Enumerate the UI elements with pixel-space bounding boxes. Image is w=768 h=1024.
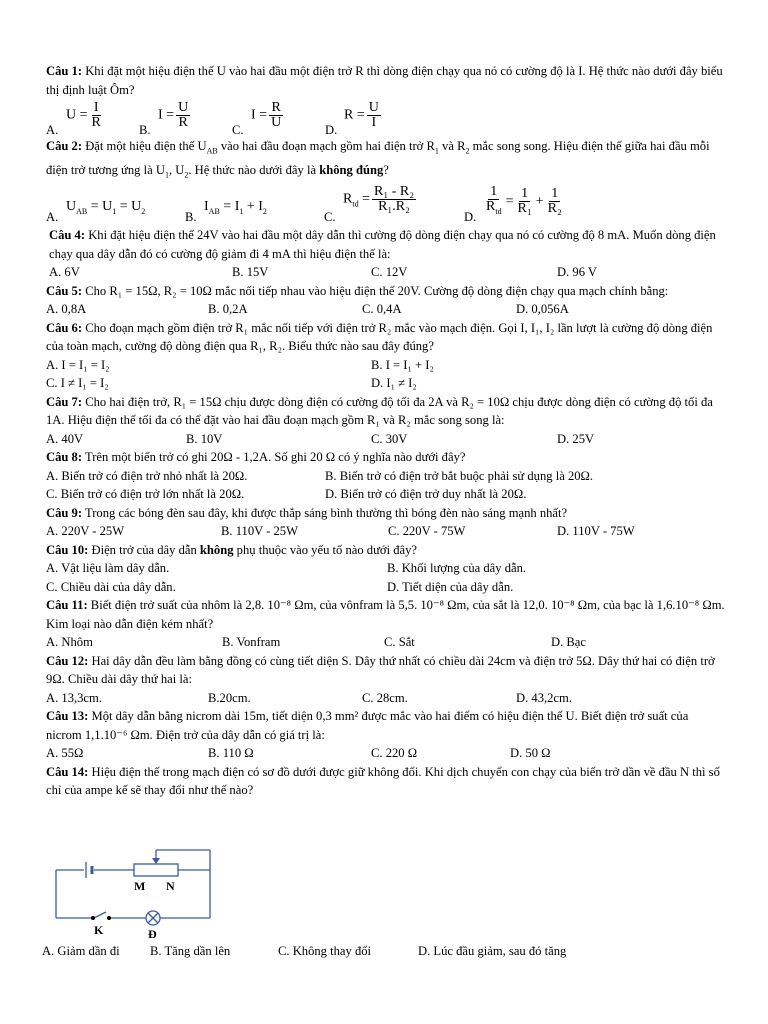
question-2: Câu 2: Đặt một hiệu điện thế $U_{AB}$ vào hai đầu đoạn mạch gồm hai điện trở $R_1$ và $R_2$ mắc song song. Hiệu điện thế giữa hai đầu mỗi điện trở tương ứng là $U_1$, $U_2$. Hệ thức nào dưới đây là không đúng? xyxy=(46,139,710,180)
question-number: Câu 5: xyxy=(46,283,83,298)
option-d: D. 96 V xyxy=(557,265,598,280)
question-10-options-row-1 xyxy=(46,559,726,578)
question-4 xyxy=(46,226,726,263)
question-11 xyxy=(46,596,726,633)
option-d-letter: D. xyxy=(464,210,477,225)
question-13 xyxy=(46,707,726,744)
switch-contact-right xyxy=(107,916,111,920)
question-4-options xyxy=(46,263,726,282)
option-d: D. Bạc xyxy=(551,635,586,650)
option-b: B. Vonfram xyxy=(222,635,281,650)
question-12 xyxy=(46,652,726,689)
question-14 xyxy=(46,763,726,800)
circuit-diagram xyxy=(52,846,222,938)
option-d: D. 25V xyxy=(557,431,595,446)
option-c: C. 220 Ω xyxy=(371,746,418,761)
label-k: K xyxy=(94,923,104,937)
question-11-options xyxy=(46,633,726,652)
option-a: A. 6V xyxy=(49,265,80,280)
option-c: C. Biến trở có điện trở lớn nhất là 20Ω. xyxy=(46,487,245,502)
option-b: B. Tăng dần lên xyxy=(150,944,231,958)
option-c: C. 30V xyxy=(371,431,408,446)
question-text: Biết điện trở suất của nhôm là 2,8. 10⁻⁸ Ωm, của vônfram là 5,5. 10⁻⁸ Ωm, của sắt là 12,0. 10⁻⁸ Ωm, của bạc là 1,6.10⁻⁸ Ωm. Kim loại nào dẫn điện kém nhất? xyxy=(46,598,725,631)
question-text: Trên một biến trở có ghi 20Ω - 1,2A. Số ghi 20 Ω có ý nghĩa nào dưới đây? xyxy=(82,450,466,465)
option-d-formula: $\frac{1}{R_{td}}$ = $\frac{1}{\text{R₁}}$ + $\frac{1}{\text{R₂}}$ xyxy=(486,184,562,217)
question-text: Hiệu điện thế trong mạch điện có sơ đồ dưới được giữ không đổi. Khi dịch chuyển con chạy của biến trở dần về đầu N thì số chỉ của ampe kế sẽ thay đổi như thế nào? xyxy=(46,764,720,798)
option-a: A. Vật liệu làm dây dẫn. xyxy=(46,561,170,576)
option-a-letter: A. xyxy=(46,123,59,137)
question-text: Hai dây dẫn đều làm bằng đồng có cùng tiết diện S. Dây thứ nhất có chiều dài 24cm và điện trở 5Ω. Dây thứ hai có điện trở 9Ω. Chiều dài dây thứ hai là: xyxy=(46,653,715,687)
option-c: C. Sắt xyxy=(384,635,415,650)
question-2-options xyxy=(46,185,726,225)
option-b-letter: B. xyxy=(185,210,197,225)
option-c: C. Không thay đổi xyxy=(278,944,372,958)
question-number: Câu 6: xyxy=(46,320,83,335)
label-m: M xyxy=(134,879,146,893)
question-number: Câu 10: xyxy=(46,542,89,557)
option-a: A. I = I₁ = I₂ xyxy=(46,357,110,372)
option-c: C. Chiều dài của dây dẫn. xyxy=(46,579,176,594)
question-12-options xyxy=(46,689,726,708)
option-a: A. 55Ω xyxy=(46,746,84,761)
option-b: B. 10V xyxy=(186,431,223,446)
option-a: A. 0,8A xyxy=(46,302,87,317)
question-9 xyxy=(46,504,726,523)
option-a: A. 220V - 25W xyxy=(46,524,125,539)
label-n: N xyxy=(166,879,175,893)
option-c-letter: C. xyxy=(324,210,336,225)
option-a: A. Giảm dần đi xyxy=(42,944,120,958)
question-6-options-row-1 xyxy=(46,356,726,375)
question-10: Câu 10: Điện trở của dây dẫn không phụ thuộc vào yếu tố nào dưới đây? xyxy=(46,542,417,557)
question-number: Câu 13: xyxy=(46,709,89,724)
question-6-options-row-2 xyxy=(46,374,726,393)
question-text: Cho đoạn mạch gồm điện trở R₁ mắc nối tiếp với điện trở R₂ mắc vào mạch điện. Gọi I, I₁, I₂ lần lượt là cường độ dòng điện của toàn mạch, cường độ dòng điện qua R₁, R₂. Biểu thức nào sau đây đúng? xyxy=(46,320,713,354)
question-8-options-row-1 xyxy=(46,467,726,486)
question-text: Cho hai điện trở, R₁ = 15Ω chịu được dòng điện có cường độ tối đa 2A và R₂ = 10Ω chịu được dòng điện có cường độ tối đa 1A. Hiệu điện thế tối đa có thể đặt vào hai đầu đoạn mạch gồm R₁ và R₂ mắc song song là: xyxy=(46,394,713,428)
question-5-options xyxy=(46,300,726,319)
slider-arrow-icon xyxy=(152,858,160,864)
option-b: B. 15V xyxy=(232,265,269,280)
worksheet xyxy=(46,62,726,800)
option-d: D. I₁ ≠ I₂ xyxy=(371,376,417,391)
option-b: B. 110V - 25W xyxy=(221,524,298,539)
option-c-formula: I = $\frac{R}{U}$ xyxy=(251,100,282,130)
option-a-formula: $U_{AB} = U_1 = U_2$ xyxy=(66,199,146,216)
switch-contact-left xyxy=(91,916,95,920)
option-c-letter: C. xyxy=(232,123,244,137)
question-number: Câu 8: xyxy=(46,450,83,465)
option-c-formula: $R_{td}$ = $\frac{\text{R₁ - R₂}}{\text{R₁.R₂}}$ xyxy=(343,184,415,215)
option-d-letter: D. xyxy=(325,123,338,137)
option-a: A. Nhôm xyxy=(46,635,93,650)
question-text: Khi đặt một hiệu điện thế U vào hai đầu một điện trở R thì dòng điện chạy qua nó có cường độ là I. Hệ thức nào dưới đây biểu thị định luật Ôm? xyxy=(46,64,723,97)
option-c: C. 220V - 75W xyxy=(388,524,466,539)
option-c: C. 28cm. xyxy=(362,690,408,705)
question-number: Câu 11: xyxy=(46,598,88,613)
option-b: B. I = I₁ + I₂ xyxy=(371,357,434,372)
option-d: D. Biến trở có điện trở duy nhất là 20Ω. xyxy=(325,487,527,502)
question-14-options xyxy=(42,944,742,963)
question-1 xyxy=(46,62,726,99)
question-text: Khi đặt hiệu điện thế 24V vào hai đầu một dây dẫn thì cường độ dòng điện chạy qua nó có cường độ 8 mA. Muốn dòng điện chạy qua dây dẫn đó có cường độ giảm đi 4 mA thì hiệu điện thế là: xyxy=(49,228,716,261)
option-d: D. Lúc đầu giảm, sau đó tăng xyxy=(418,944,567,958)
question-text: Trong các bóng đèn sau đây, khi được thắp sáng bình thường thì bóng đèn nào sáng mạnh nhất? xyxy=(82,505,568,520)
question-1-options xyxy=(46,99,726,137)
question-text: Một dây dẫn bằng nicrom dài 15m, tiết diện 0,3 mm² được mắc vào hai điểm có hiệu điện thế U. Biết điện trở suất của nicrom 1,1.10⁻⁶ Ωm. Điện trở của dây dẫn có giá trị là: xyxy=(46,709,689,742)
question-number: Câu 12: xyxy=(46,653,89,668)
option-d: D. Tiết diện của dây dẫn. xyxy=(387,579,514,594)
option-b-formula: I = $\frac{U}{R}$ xyxy=(158,100,189,130)
option-d-formula: R = $\frac{U}{I}$ xyxy=(344,100,379,130)
question-10-options-row-2 xyxy=(46,578,726,597)
question-number: Câu 9: xyxy=(46,505,83,520)
rheostat xyxy=(134,864,178,876)
question-13-options xyxy=(46,744,726,763)
question-8-options-row-2 xyxy=(46,485,726,504)
option-c: C. 0,4A xyxy=(362,302,402,317)
question-9-options xyxy=(46,522,726,541)
option-b: B. Biến trở có điện trở bắt buộc phải sử dụng là 20Ω. xyxy=(325,468,594,483)
question-number: Câu 4: xyxy=(49,228,86,243)
question-7-options xyxy=(46,430,726,449)
option-a-formula: U = $\frac{I}{R}$ xyxy=(66,100,101,130)
option-a-letter: A. xyxy=(46,210,59,225)
question-number: Câu 1: xyxy=(46,64,83,78)
question-7 xyxy=(46,393,726,430)
option-b: B. 110 Ω xyxy=(208,746,254,761)
option-b: B. Khối lượng của dây dẫn. xyxy=(387,561,527,576)
option-d: D. 0,056A xyxy=(516,302,569,317)
option-a: A. 13,3cm. xyxy=(46,690,102,705)
option-a: A. 40V xyxy=(46,431,84,446)
option-b-formula: $I_{AB} = I_1 + I_2$ xyxy=(204,199,267,216)
option-c: C. I ≠ I₁ = I₂ xyxy=(46,376,109,391)
question-number: Câu 7: xyxy=(46,394,83,409)
question-number: Câu 14: xyxy=(46,764,89,779)
option-c: C. 12V xyxy=(371,265,408,280)
question-number: Câu 2: xyxy=(46,139,83,153)
option-d: D. 43,2cm. xyxy=(516,690,572,705)
option-a: A. Biến trở có điện trở nhỏ nhất là 20Ω. xyxy=(46,468,248,483)
option-d: D. 50 Ω xyxy=(510,746,551,761)
option-d: D. 110V - 75W xyxy=(557,524,635,539)
question-6 xyxy=(46,319,726,356)
question-5 xyxy=(46,282,726,301)
option-b-letter: B. xyxy=(139,123,151,137)
option-b: B. 0,2A xyxy=(208,302,248,317)
option-b: B.20cm. xyxy=(208,690,251,705)
switch-lever xyxy=(94,912,106,918)
question-text: Cho R₁ = 15Ω, R₂ = 10Ω mắc nối tiếp nhau vào hiệu điện thế 20V. Cường độ dòng điện chạy qua mạch chính bằng: xyxy=(82,283,669,298)
label-d: Đ xyxy=(148,927,157,938)
question-8 xyxy=(46,448,726,467)
